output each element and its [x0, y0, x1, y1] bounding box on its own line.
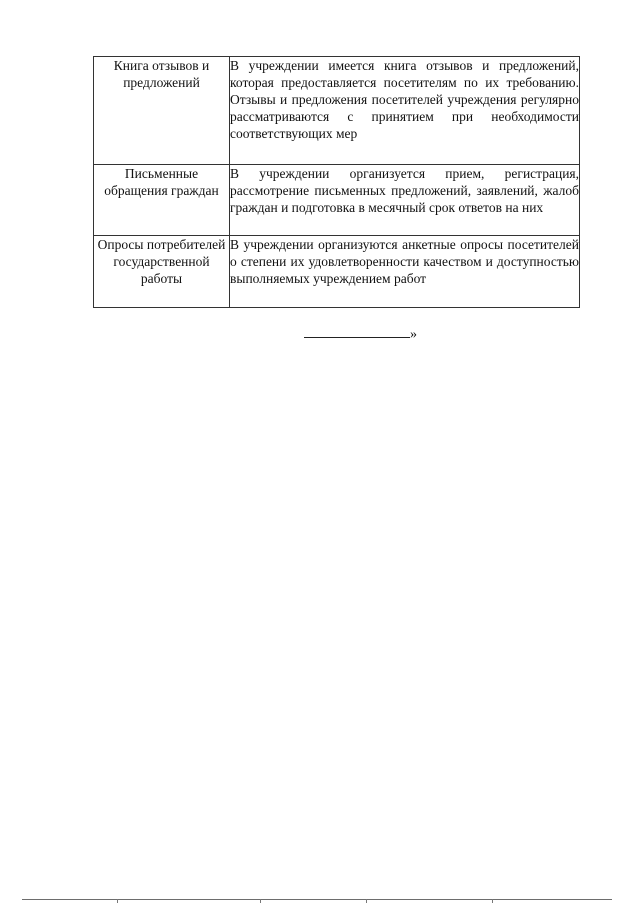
row-description: В учреждении организуются анкетные опросы посетителей о степени их удовлетворенности качеством и доступностью выполняемых учреждением работ	[230, 236, 580, 308]
row-title: Опросы потребителей государственной работы	[94, 236, 230, 308]
page-bottom-rule	[22, 899, 612, 900]
closing-underline	[304, 325, 410, 338]
rule-tick	[492, 899, 493, 903]
table-row	[94, 165, 580, 236]
rule-tick	[260, 899, 261, 903]
feedback-table	[93, 56, 580, 308]
table-row	[94, 57, 580, 165]
closing-quote: »	[410, 327, 417, 342]
rule-tick	[366, 899, 367, 903]
row-title: Книга отзывов и предложений	[94, 57, 230, 165]
row-description: В учреждении имеется книга отзывов и предложений, которая предоставляется посетителям по их требованию. Отзывы и предложения посетителей учреждения регулярно рассматриваются с принятием при необходимости соответствующих мер	[230, 57, 580, 165]
rule-tick	[117, 899, 118, 903]
closing-mark	[304, 325, 417, 344]
row-title: Письменные обращения граждан	[94, 165, 230, 236]
row-description: В учреждении организуется прием, регистрация, рассмотрение письменных предложений, заявлений, жалоб граждан и подготовка в месячный срок ответов на них	[230, 165, 580, 236]
table-row	[94, 236, 580, 308]
